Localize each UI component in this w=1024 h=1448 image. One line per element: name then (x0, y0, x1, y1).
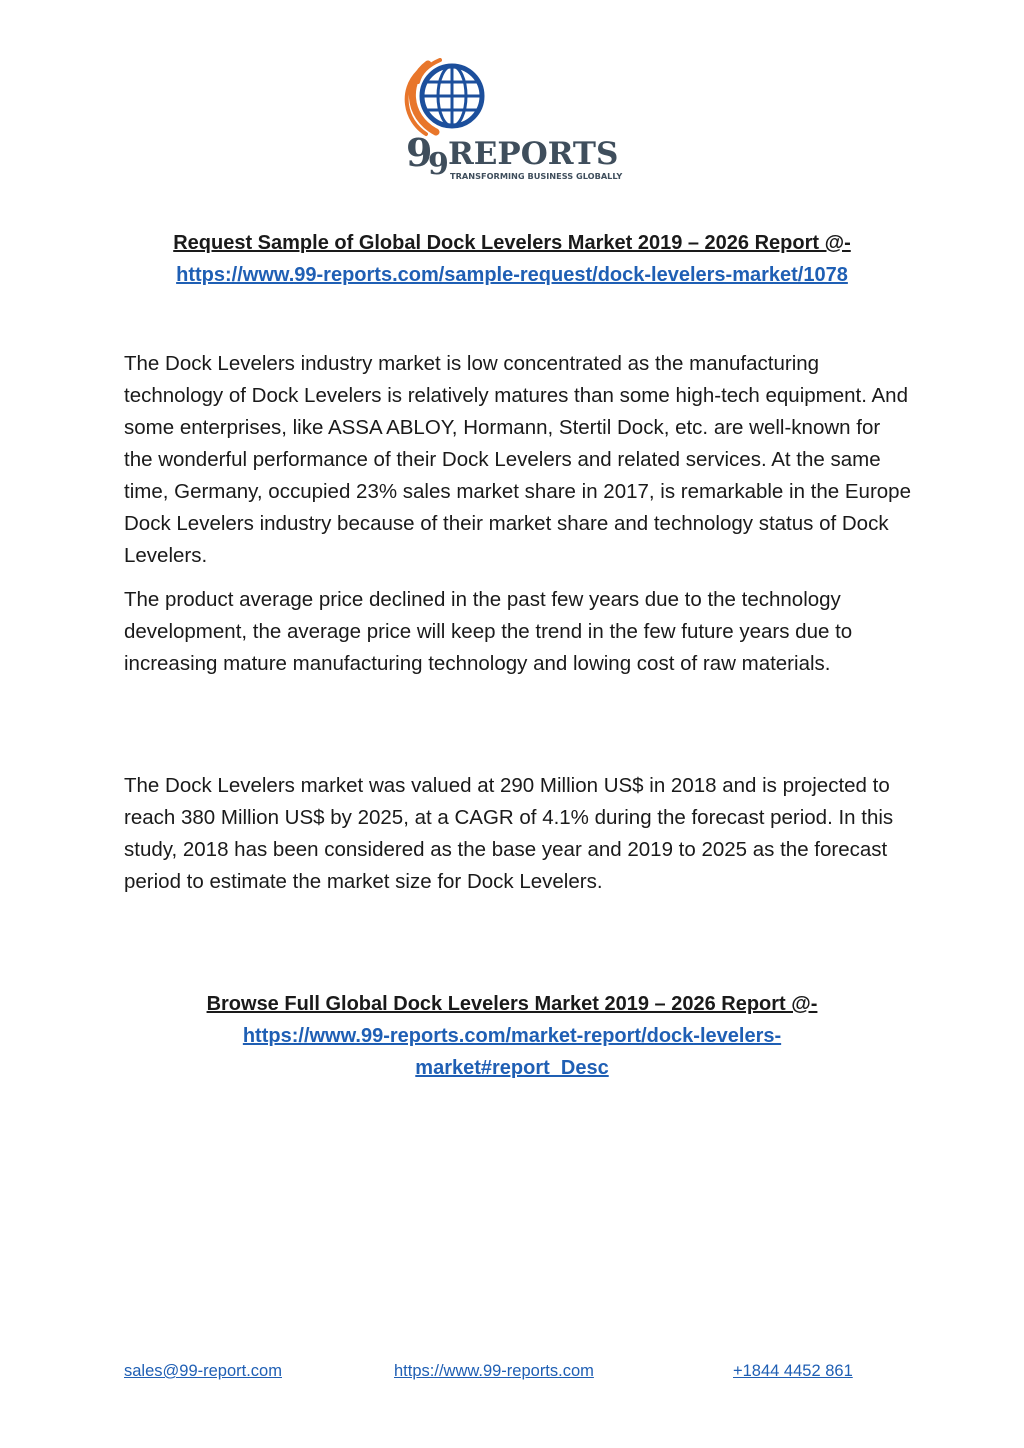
logo-digit-9: 9 (406, 130, 433, 175)
industry-concentration-paragraph: The Dock Levelers industry market is low concentrated as the manufacturing technology of Dock Levelers is relatively matures than some high-tech equipment. And some enterprises, like ASSA ABLOY, Hormann, Stertil Dock, etc. are well-known for the wonderful performance of their Dock Levelers and related services. At the same time, Germany, occupied 23% sales market share in 2017, is remarkable in the Europe Dock Levelers industry because of their market share and technology status of Dock Levelers. (124, 352, 911, 567)
logo-wordmark: REPORTS (448, 136, 619, 172)
logo-digit-9-small: 9 (428, 147, 449, 182)
footer-website-link[interactable]: https://www.99-reports.com (394, 1362, 594, 1380)
browse-report-title: Browse Full Global Dock Levelers Market 2019 – 2026 Report @- (206, 993, 818, 1015)
browse-report-heading (100, 988, 924, 1084)
sample-request-title: Request Sample of Global Dock Levelers Market 2019 – 2026 Report @- (173, 232, 851, 254)
page-footer (0, 1362, 1024, 1388)
footer-phone-link[interactable]: +1844 4452 861 (733, 1362, 853, 1380)
company-logo (400, 58, 630, 188)
logo-tagline: TRANSFORMING BUSINESS GLOBALLY (450, 171, 623, 181)
globe-icon (407, 60, 482, 134)
footer-email-link[interactable]: sales@99-report.com (124, 1362, 282, 1380)
average-price-paragraph: The product average price declined in the past few years due to the technology development, the average price will keep the trend in the few future years due to increasing mature manufacturing technology and lowing cost of raw materials. (124, 588, 853, 675)
market-value-paragraph: The Dock Levelers market was valued at 290 Million US$ in 2018 and is projected to reach 380 Million US$ by 2025, at a CAGR of 4.1% during the forecast period. In this study, 2018 has been considered as the base year and 2019 to 2025 as the forecast period to estimate the market size for Dock Levelers. (124, 774, 894, 893)
sample-request-link[interactable]: https://www.99-reports.com/sample-request/dock-levelers-market/1078 (176, 264, 848, 286)
browse-report-link-line1[interactable]: https://www.99-reports.com/market-report/dock-levelers- (242, 1025, 782, 1047)
browse-report-link-line2[interactable]: market#report_Desc (415, 1057, 609, 1079)
sample-request-heading (100, 227, 924, 291)
globe-logo-icon (400, 58, 630, 188)
